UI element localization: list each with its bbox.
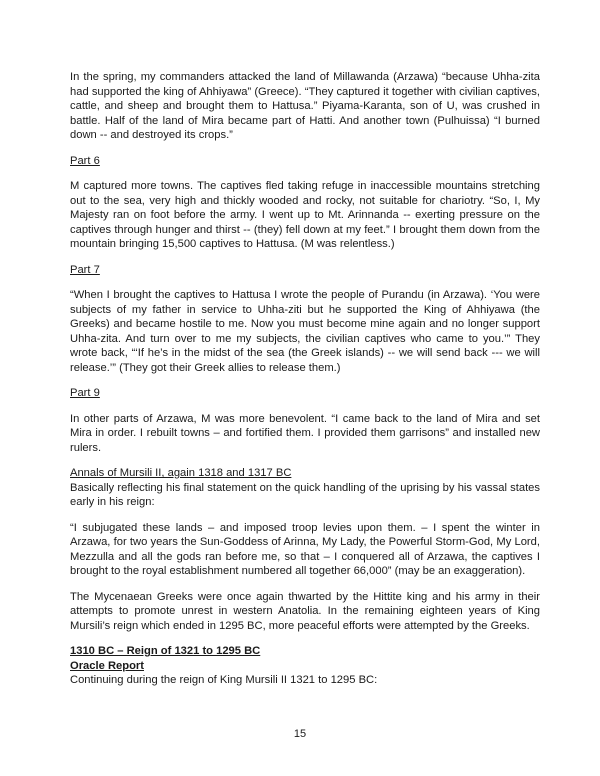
paragraph-purandu: “When I brought the captives to Hattusa I wrote the people of Purandu (in Arzawa). ‘You were subjects of my father in service to Uhha-ziti but he supported the King of Ahhiyawa (the Greeks) and became hostile to me. Now you must become mine again and no longer support Uhha-zita. And turn over to me my subjects, the civilian captives who came to you.’” They wrote back, “‘If he’s in the midst of the sea (the Greek islands) -- we will send back --- we will release.’” (They got their Greek allies to release them.) [70,289,540,374]
paragraph-continuing: Continuing during the reign of King Mursili II 1321 to 1295 BC: [70,674,378,686]
paragraph-mira: In other parts of Arzawa, M was more benevolent. “I came back to the land of Mira and set Mira in order. I rebuilt towns – and fortified them. I provided them garrisons” and installed new rulers. [70,412,540,454]
heading-part-6: Part 6 [70,154,100,167]
page-number: 15 [293,728,307,740]
paragraph-mycenaean: The Mycenaean Greeks were once again thwarted by the Hittite king and his army in their attempts to promote unrest in western Anatolia. In the remaining eighteen years of King Mursili’s reign which ended in 1295 BC, more peaceful efforts were attempted by the Greeks. [70,590,540,632]
heading-part-9: Part 9 [70,387,100,399]
heading-1310-bc: 1310 BC – Reign of 1321 to 1295 BC [70,645,261,657]
paragraph-arinnanda: M captured more towns. The captives fled taking refuge in inaccessible mountains stretching out to the sea, very high and thickly wooded and rocky, not suitable for chariotry. “So, I, My Majesty ran on foot before the army. I went up to Mt. Arinnanda -- exerting pressure on the captives through hunger and thirst -- (they) fell down at my feet.” I brought them down from the mountain bringing 15,500 captives to Hattusa. (M was relentless.) [70,180,540,250]
heading-part-7: Part 7 [70,263,100,276]
heading-oracle-report: Oracle Report [70,659,144,672]
paragraph-reflecting: Basically reflecting his final statement on the quick handling of the uprising by his vassal states early in his reign: [70,481,540,508]
heading-annals: Annals of Mursili II, again 1318 and 1317 BC [70,467,292,479]
paragraph-subjugated: “I subjugated these lands – and imposed troop levies upon them. – I spent the winter in Arzawa, for two years the Sun-Goddess of Arinna, My Lady, the Powerful Storm-God, My Lord, Mezzulla and all the gods ran before me, so that – I conquered all of Arzawa, the captives I brought to the royal establishment numbered all together 66,000” (may be an exaggeration). [70,521,540,577]
paragraph-millawanda: In the spring, my commanders attacked the land of Millawanda (Arzawa) “because Uhha-zita had supported the king of Ahhiyawa” (Greece). “They captured it together with civilian captives, cattle, and sheep and brought them to Hattusa.” Piyama-Karanta, son of U, was crushed in battle. Half of the land of Mira became part of Hatti. And another town (Pulhuissa) “I burned down -- and destroyed its crops.” [70,71,540,141]
